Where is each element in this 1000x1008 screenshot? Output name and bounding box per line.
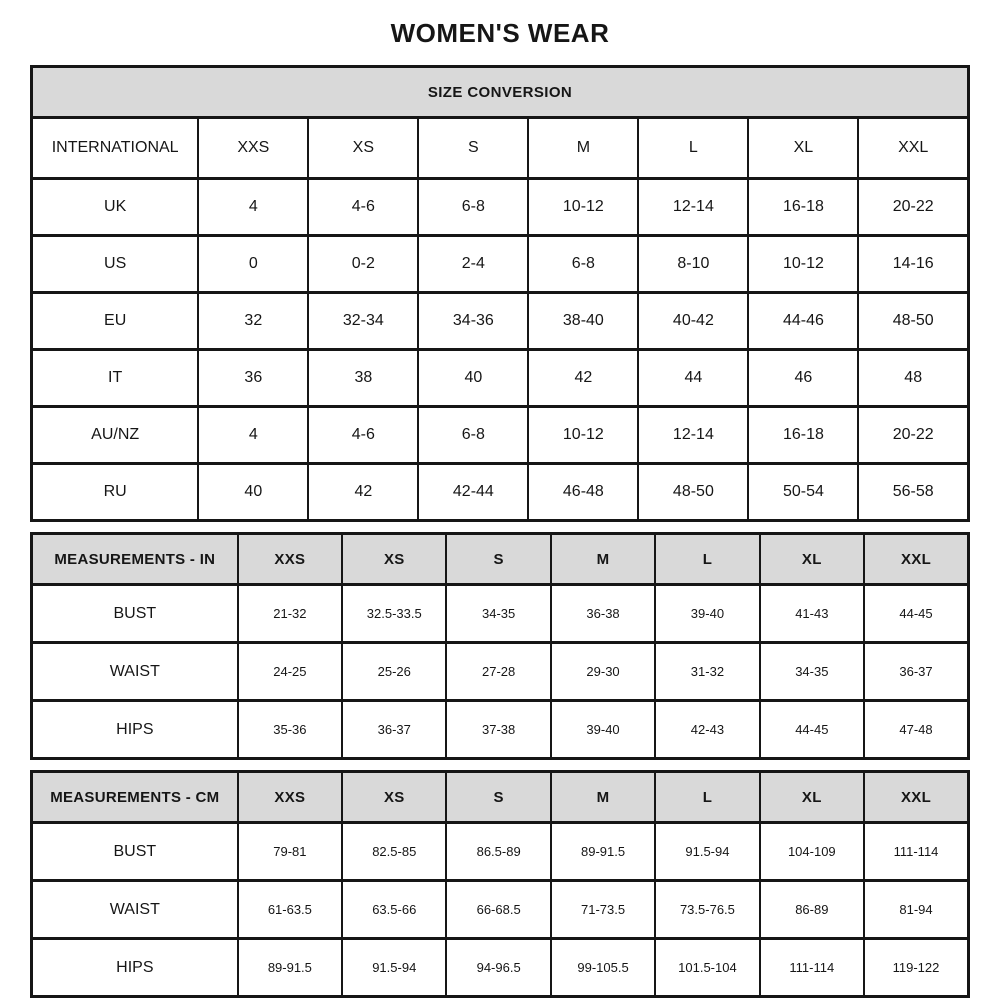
value-cell: 16-18 — [748, 407, 858, 464]
value-cell: 44-46 — [748, 293, 858, 350]
size-header-cell: M — [528, 118, 638, 179]
value-cell: 38 — [308, 350, 418, 407]
value-cell: 34-35 — [446, 585, 550, 643]
value-cell: 32.5-33.5 — [342, 585, 446, 643]
row-label: US — [32, 236, 199, 293]
value-cell: 32-34 — [308, 293, 418, 350]
row-label: BUST — [32, 823, 238, 881]
value-cell: 36-37 — [864, 643, 968, 701]
size-header-cell: XXS — [238, 772, 342, 823]
value-cell: 48 — [858, 350, 968, 407]
value-cell: 89-91.5 — [238, 939, 342, 997]
value-cell: 36-37 — [342, 701, 446, 759]
value-cell: 12-14 — [638, 179, 748, 236]
value-cell: 36 — [198, 350, 308, 407]
size-header-cell: XL — [760, 772, 864, 823]
row-label: IT — [32, 350, 199, 407]
size-header-cell: L — [655, 772, 759, 823]
value-cell: 89-91.5 — [551, 823, 655, 881]
value-cell: 42 — [528, 350, 638, 407]
value-cell: 6-8 — [418, 179, 528, 236]
value-cell: 4-6 — [308, 407, 418, 464]
size-conversion-body — [32, 179, 969, 521]
measurements-cm-table — [30, 770, 970, 998]
value-cell: 32 — [198, 293, 308, 350]
measurements-cm-body — [32, 823, 969, 997]
value-cell: 34-35 — [760, 643, 864, 701]
measurements-in-title: MEASUREMENTS - IN — [32, 534, 238, 585]
row-label: UK — [32, 179, 199, 236]
value-cell: 10-12 — [528, 179, 638, 236]
value-cell: 46-48 — [528, 464, 638, 521]
size-conversion-table — [30, 65, 970, 522]
table-row — [32, 701, 969, 759]
table-row — [32, 179, 969, 236]
value-cell: 36-38 — [551, 585, 655, 643]
value-cell: 14-16 — [858, 236, 968, 293]
value-cell: 42-44 — [418, 464, 528, 521]
size-header-cell: S — [446, 772, 550, 823]
size-header-cell: M — [551, 772, 655, 823]
value-cell: 40 — [198, 464, 308, 521]
size-header-cell: XXL — [858, 118, 968, 179]
value-cell: 35-36 — [238, 701, 342, 759]
size-header-cell: XXL — [864, 772, 968, 823]
size-header-cell: XXS — [198, 118, 308, 179]
value-cell: 111-114 — [864, 823, 968, 881]
value-cell: 91.5-94 — [655, 823, 759, 881]
size-header-cell: L — [638, 118, 748, 179]
value-cell: 46 — [748, 350, 858, 407]
value-cell: 82.5-85 — [342, 823, 446, 881]
value-cell: 71-73.5 — [551, 881, 655, 939]
column-header-international: INTERNATIONAL — [32, 118, 199, 179]
size-header-cell: L — [655, 534, 759, 585]
value-cell: 31-32 — [655, 643, 759, 701]
row-label: EU — [32, 293, 199, 350]
value-cell: 79-81 — [238, 823, 342, 881]
page-title: WOMEN'S WEAR — [390, 18, 610, 48]
value-cell: 6-8 — [418, 407, 528, 464]
value-cell: 2-4 — [418, 236, 528, 293]
row-label: RU — [32, 464, 199, 521]
measurements-cm-header-row — [32, 772, 969, 823]
value-cell: 56-58 — [858, 464, 968, 521]
size-header-cell: XS — [342, 772, 446, 823]
size-header-cell: XL — [748, 118, 858, 179]
row-label: HIPS — [32, 939, 238, 997]
size-header-cell: XXS — [238, 534, 342, 585]
row-label: HIPS — [32, 701, 238, 759]
value-cell: 40-42 — [638, 293, 748, 350]
size-header-cell: M — [551, 534, 655, 585]
value-cell: 44-45 — [864, 585, 968, 643]
value-cell: 61-63.5 — [238, 881, 342, 939]
value-cell: 4 — [198, 179, 308, 236]
value-cell: 25-26 — [342, 643, 446, 701]
value-cell: 48-50 — [858, 293, 968, 350]
value-cell: 66-68.5 — [446, 881, 550, 939]
value-cell: 27-28 — [446, 643, 550, 701]
value-cell: 10-12 — [528, 407, 638, 464]
value-cell: 20-22 — [858, 407, 968, 464]
table-row — [32, 236, 969, 293]
table-banner-row — [32, 67, 969, 118]
size-header-row — [32, 118, 969, 179]
value-cell: 81-94 — [864, 881, 968, 939]
table-row — [32, 643, 969, 701]
measurements-in-table — [30, 532, 970, 760]
value-cell: 4-6 — [308, 179, 418, 236]
value-cell: 104-109 — [760, 823, 864, 881]
table-row — [32, 350, 969, 407]
table-row — [32, 407, 969, 464]
value-cell: 41-43 — [760, 585, 864, 643]
table-row — [32, 585, 969, 643]
row-label: BUST — [32, 585, 238, 643]
value-cell: 21-32 — [238, 585, 342, 643]
value-cell: 44 — [638, 350, 748, 407]
value-cell: 99-105.5 — [551, 939, 655, 997]
measurements-in-header-row — [32, 534, 969, 585]
value-cell: 29-30 — [551, 643, 655, 701]
size-chart-page — [30, 0, 970, 998]
measurements-cm-title: MEASUREMENTS - CM — [32, 772, 238, 823]
value-cell: 48-50 — [638, 464, 748, 521]
value-cell: 24-25 — [238, 643, 342, 701]
value-cell: 6-8 — [528, 236, 638, 293]
value-cell: 0-2 — [308, 236, 418, 293]
table-row — [32, 881, 969, 939]
value-cell: 86.5-89 — [446, 823, 550, 881]
row-label: WAIST — [32, 643, 238, 701]
table-row — [32, 823, 969, 881]
table-row — [32, 939, 969, 997]
size-header-cell: S — [446, 534, 550, 585]
value-cell: 94-96.5 — [446, 939, 550, 997]
value-cell: 42 — [308, 464, 418, 521]
value-cell: 0 — [198, 236, 308, 293]
value-cell: 111-114 — [760, 939, 864, 997]
value-cell: 12-14 — [638, 407, 748, 464]
size-header-cell: XS — [308, 118, 418, 179]
value-cell: 39-40 — [655, 585, 759, 643]
size-header-cell: XS — [342, 534, 446, 585]
value-cell: 44-45 — [760, 701, 864, 759]
table-row — [32, 464, 969, 521]
value-cell: 38-40 — [528, 293, 638, 350]
value-cell: 10-12 — [748, 236, 858, 293]
value-cell: 4 — [198, 407, 308, 464]
value-cell: 42-43 — [655, 701, 759, 759]
size-header-cell: XL — [760, 534, 864, 585]
value-cell: 91.5-94 — [342, 939, 446, 997]
value-cell: 20-22 — [858, 179, 968, 236]
value-cell: 39-40 — [551, 701, 655, 759]
value-cell: 8-10 — [638, 236, 748, 293]
value-cell: 37-38 — [446, 701, 550, 759]
value-cell: 40 — [418, 350, 528, 407]
size-header-cell: S — [418, 118, 528, 179]
measurements-in-body — [32, 585, 969, 759]
value-cell: 101.5-104 — [655, 939, 759, 997]
row-label: WAIST — [32, 881, 238, 939]
value-cell: 34-36 — [418, 293, 528, 350]
value-cell: 86-89 — [760, 881, 864, 939]
size-conversion-banner: SIZE CONVERSION — [32, 67, 969, 118]
value-cell: 16-18 — [748, 179, 858, 236]
value-cell: 119-122 — [864, 939, 968, 997]
value-cell: 50-54 — [748, 464, 858, 521]
table-row — [32, 293, 969, 350]
value-cell: 73.5-76.5 — [655, 881, 759, 939]
size-header-cell: XXL — [864, 534, 968, 585]
value-cell: 63.5-66 — [342, 881, 446, 939]
value-cell: 47-48 — [864, 701, 968, 759]
row-label: AU/NZ — [32, 407, 199, 464]
